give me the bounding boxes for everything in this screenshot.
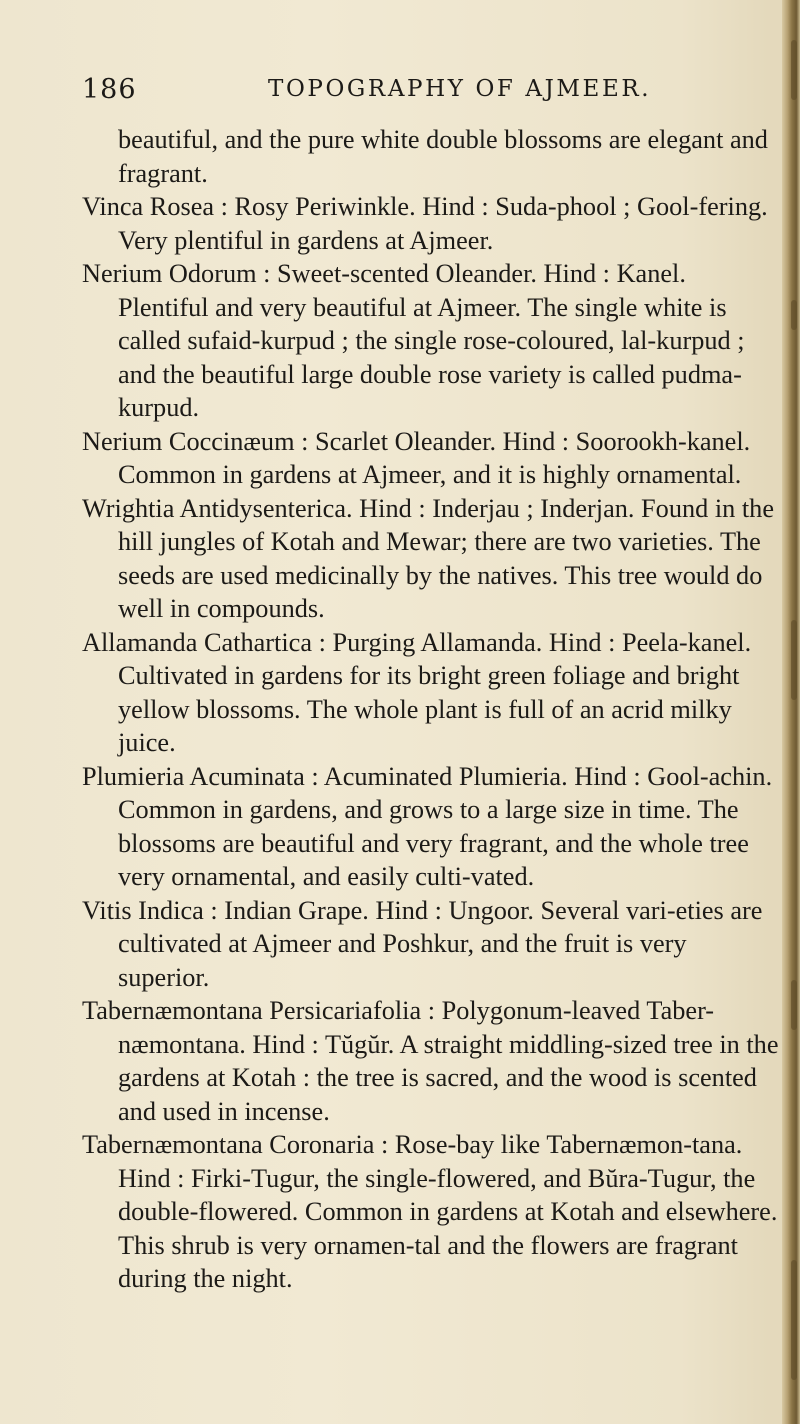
page-number: 186 (82, 74, 137, 105)
edge-mark (791, 40, 797, 100)
entry-tabernaemontana-persicariafolia: Tabernæmontana Persicariafolia : Polygonum-leaved Taber-næmontana. Hind : Tŭgŭr. A straight middling-sized tree in the gardens at Kotah : the tree is sacred, and the wood is scented and used in incense. (82, 996, 779, 1126)
edge-mark (791, 300, 797, 330)
entry-wrightia: Wrightia Antidysenterica. Hind : Inderjau ; Inderjan. Found in the hill jungles of Kotah and Mewar; there are two varieties. The seeds are used medicinally by the natives. This tree would do well in compounds. (82, 493, 774, 623)
entry-allamanda: Allamanda Cathartica : Purging Allamanda. Hind : Peela-kanel. Cultivated in gardens for its bright green foliage and bright yellow blossoms. The whole plant is full of an acrid milky juice. (82, 627, 752, 757)
edge-mark (791, 620, 797, 700)
entry-continuation: beautiful, and the pure white double blossoms are elegant and fragrant. (118, 125, 768, 188)
entry-plumieria: Plumieria Acuminata : Acuminated Plumieria. Hind : Gool-achin. Common in gardens, and grows to a large size in time. The blossoms are beautiful and very fragrant, and the whole tree very ornamental, and easily culti-vated. (82, 761, 773, 891)
entry-tabernaemontana-coronaria: Tabernæmontana Coronaria : Rose-bay like Tabernæmon-tana. Hind : Firki-Tugur, the single-flowered, and Bŭra-Tugur, the double-flowered. Common in gardens at Kotah and elsewhere. This shrub is very ornamen-tal and the flowers are fragrant during the night. (82, 1130, 778, 1293)
entry-vinca-rosea: Vinca Rosea : Rosy Periwinkle. Hind : Suda-phool ; Gool-fering. Very plentiful in gardens at Ajmeer. (82, 192, 768, 255)
entry-nerium-odorum: Nerium Odorum : Sweet-scented Oleander. Hind : Kanel. Plentiful and very beautiful at Ajmeer. The single white is called sufaid-kurpud ; the single rose-coloured, lal-kurpud ; and the beautiful large double rose variety is called pudma-kurpud. (82, 259, 745, 422)
edge-mark (791, 980, 797, 1030)
entry-vitis-indica: Vitis Indica : Indian Grape. Hind : Ungoor. Several vari-eties are cultivated at Ajmeer and Poshkur, and the fruit is very superior. (82, 895, 763, 992)
entry-nerium-coccinaeum: Nerium Coccinæum : Scarlet Oleander. Hind : Soorookh-kanel. Common in gardens at Ajmeer, and it is highly ornamental. (82, 426, 751, 489)
page-edge-shadow (782, 0, 800, 1424)
running-header (82, 74, 772, 114)
edge-mark (791, 1260, 797, 1380)
page-body (82, 123, 782, 1296)
running-title: TOPOGRAPHY OF AJMEER. (268, 76, 652, 102)
